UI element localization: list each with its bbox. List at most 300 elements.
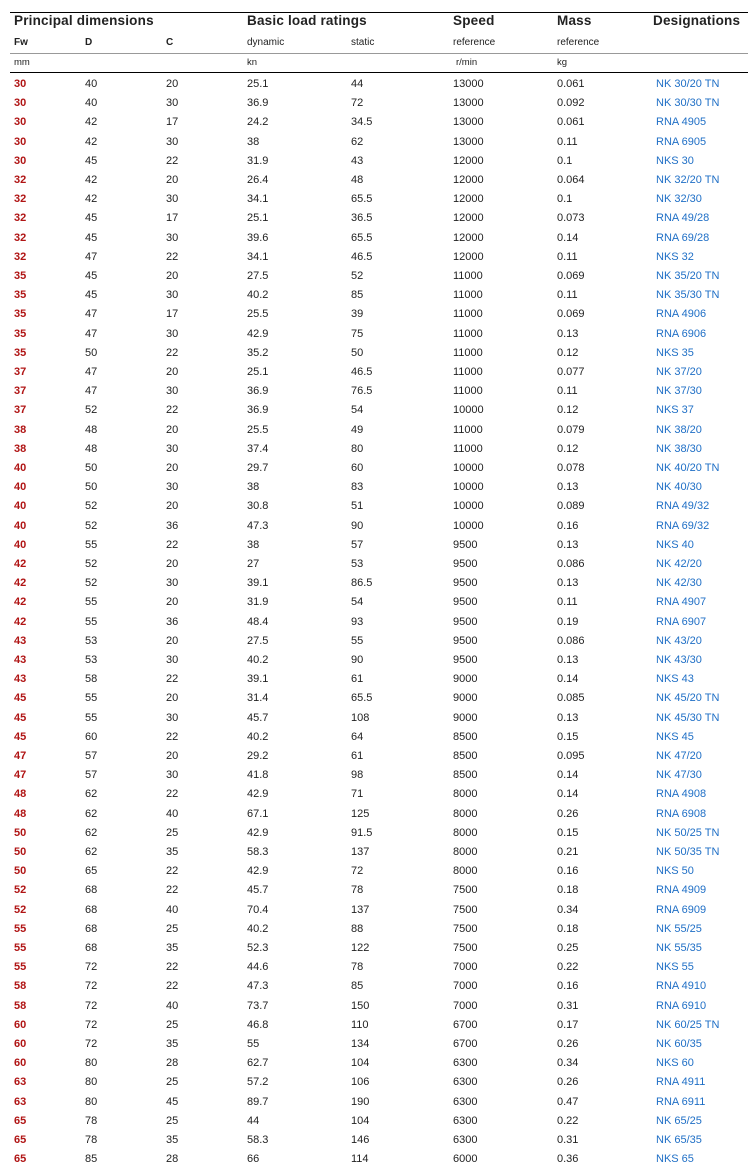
cell-static: 78: [351, 961, 364, 974]
cell-dynamic: 30.8: [247, 500, 269, 513]
cell-d: 42: [85, 193, 98, 206]
cell-designation[interactable]: NK 42/30: [656, 577, 702, 590]
cell-d: 55: [85, 692, 98, 705]
table-row: [0, 555, 749, 574]
cell-mass: 0.073: [557, 212, 585, 225]
cell-speed: 12000: [453, 154, 484, 167]
table-row: [0, 1093, 749, 1112]
cell-static: 39: [351, 308, 364, 321]
cell-fw: 35: [14, 308, 27, 321]
cell-fw: 42: [14, 577, 27, 590]
table-row: [0, 632, 749, 651]
table-row: [0, 209, 749, 228]
cell-c: 20: [166, 366, 179, 378]
cell-c: 30: [166, 385, 179, 398]
cell-designation[interactable]: NKS 40: [656, 538, 694, 551]
cell-fw: 55: [14, 961, 27, 974]
cell-fw: 58: [14, 999, 27, 1012]
cell-dynamic: 42.9: [247, 788, 269, 801]
table-row: [0, 593, 749, 612]
cell-c: 35: [166, 1038, 179, 1050]
cell-d: 80: [85, 1076, 98, 1089]
cell-d: 68: [85, 922, 98, 935]
cell-speed: 9500: [453, 654, 478, 666]
cell-designation[interactable]: NK 35/30 TN: [656, 289, 720, 302]
cell-mass: 0.26: [557, 1076, 579, 1089]
cell-c: 35: [166, 846, 179, 858]
cell-speed: 8000: [453, 788, 478, 801]
header-basic-load-ratings: Basic load ratings: [247, 13, 367, 28]
cell-c: 30: [166, 193, 179, 206]
cell-static: 137: [351, 846, 370, 858]
cell-designation[interactable]: NK 30/20 TN: [656, 78, 720, 90]
cell-dynamic: 29.7: [247, 462, 269, 474]
cell-designation[interactable]: NK 43/30: [656, 654, 702, 666]
cell-designation[interactable]: NK 40/20 TN: [656, 462, 720, 474]
cell-mass: 0.47: [557, 1095, 579, 1108]
cell-c: 22: [166, 730, 179, 743]
cell-mass: 0.14: [557, 673, 579, 686]
cell-fw: 52: [14, 884, 27, 897]
cell-c: 22: [166, 250, 179, 263]
cell-c: 40: [166, 999, 179, 1012]
cell-c: 22: [166, 865, 179, 878]
cell-c: 20: [166, 462, 179, 474]
cell-mass: 0.085: [557, 692, 585, 705]
cell-mass: 0.064: [557, 174, 585, 186]
cell-fw: 65: [14, 1114, 27, 1127]
cell-designation[interactable]: RNA 49/32: [656, 500, 710, 513]
cell-speed: 6300: [453, 1095, 478, 1108]
cell-designation[interactable]: NK 47/30: [656, 769, 702, 782]
cell-mass: 0.16: [557, 519, 579, 532]
cell-designation[interactable]: RNA 6911: [656, 1095, 706, 1108]
table-row: [0, 881, 749, 900]
cell-c: 30: [166, 481, 179, 494]
cell-designation[interactable]: NKS 45: [656, 730, 694, 743]
table-row: [0, 325, 749, 344]
cell-d: 68: [85, 903, 98, 916]
cell-static: 91.5: [351, 826, 373, 839]
cell-c: 30: [166, 442, 179, 455]
cell-designation[interactable]: NKS 60: [656, 1057, 694, 1070]
cell-dynamic: 25.5: [247, 423, 269, 436]
header-speed: Speed: [453, 13, 495, 28]
cell-designation[interactable]: NK 47/20: [656, 750, 702, 762]
cell-designation[interactable]: NK 37/30: [656, 385, 702, 398]
cell-speed: 11000: [453, 346, 483, 359]
cell-c: 22: [166, 154, 179, 167]
table-row: [0, 536, 749, 555]
cell-designation[interactable]: NK 43/20: [656, 634, 702, 647]
cell-d: 40: [85, 97, 98, 110]
cell-designation[interactable]: NKS 43: [656, 673, 694, 686]
cell-designation[interactable]: NK 50/25 TN: [656, 826, 720, 839]
cell-dynamic: 25.1: [247, 366, 269, 378]
table-row: [0, 75, 749, 94]
cell-fw: 40: [14, 500, 27, 513]
cell-d: 62: [85, 788, 98, 801]
cell-fw: 32: [14, 193, 27, 206]
cell-static: 83: [351, 481, 364, 494]
cell-dynamic: 25.1: [247, 78, 269, 90]
cell-static: 55: [351, 634, 364, 647]
cell-speed: 10000: [453, 462, 484, 474]
cell-fw: 43: [14, 673, 27, 686]
cell-static: 50: [351, 346, 364, 359]
cell-speed: 11000: [453, 442, 483, 455]
cell-static: 134: [351, 1038, 370, 1050]
cell-fw: 42: [14, 596, 27, 609]
cell-designation[interactable]: NK 30/30 TN: [656, 97, 720, 110]
cell-speed: 8000: [453, 807, 478, 820]
cell-speed: 6700: [453, 1018, 478, 1031]
cell-mass: 0.16: [557, 865, 579, 878]
cell-c: 45: [166, 1095, 179, 1108]
cell-static: 46.5: [351, 366, 373, 378]
cell-designation[interactable]: NKS 50: [656, 865, 694, 878]
table-row: [0, 286, 749, 305]
cell-c: 30: [166, 654, 179, 666]
cell-d: 62: [85, 846, 98, 858]
cell-d: 80: [85, 1057, 98, 1070]
cell-designation[interactable]: NK 42/20: [656, 558, 702, 570]
cell-fw: 35: [14, 346, 27, 359]
cell-designation[interactable]: NK 38/20: [656, 423, 702, 436]
cell-dynamic: 73.7: [247, 999, 269, 1012]
cell-designation[interactable]: NKS 65: [656, 1153, 694, 1166]
cell-c: 17: [166, 308, 179, 321]
cell-dynamic: 40.2: [247, 654, 269, 666]
cell-mass: 0.16: [557, 980, 579, 993]
cell-mass: 0.13: [557, 577, 579, 590]
cell-c: 30: [166, 97, 179, 110]
cell-designation[interactable]: RNA 4906: [656, 308, 707, 321]
cell-mass: 0.14: [557, 231, 579, 244]
cell-speed: 9000: [453, 692, 478, 705]
cell-static: 93: [351, 615, 364, 628]
table-row: [0, 133, 749, 152]
table-row: [0, 670, 749, 689]
cell-fw: 55: [14, 942, 27, 954]
cell-designation[interactable]: NK 45/20 TN: [656, 692, 720, 705]
header-mass: Mass: [557, 13, 592, 28]
cell-designation[interactable]: NK 40/30: [656, 481, 702, 494]
cell-static: 85: [351, 980, 364, 993]
cell-fw: 32: [14, 231, 27, 244]
cell-dynamic: 31.9: [247, 596, 269, 609]
cell-dynamic: 34.1: [247, 250, 269, 263]
header-static: static: [351, 37, 375, 48]
cell-fw: 48: [14, 788, 27, 801]
table-row: [0, 728, 749, 747]
cell-designation[interactable]: RNA 6906: [656, 327, 707, 340]
cell-mass: 0.31: [557, 999, 579, 1012]
cell-designation[interactable]: RNA 4907: [656, 596, 707, 609]
cell-mass: 0.12: [557, 442, 579, 455]
cell-designation[interactable]: NK 55/35: [656, 942, 702, 954]
cell-c: 22: [166, 538, 179, 551]
table-row: [0, 248, 749, 267]
cell-d: 45: [85, 212, 98, 225]
cell-static: 190: [351, 1095, 370, 1108]
cell-mass: 0.11: [557, 289, 578, 302]
cell-speed: 9000: [453, 711, 478, 724]
cell-speed: 9500: [453, 558, 478, 570]
cell-speed: 7500: [453, 942, 478, 954]
cell-speed: 13000: [453, 97, 484, 110]
table-row: [0, 689, 749, 708]
cell-mass: 0.061: [557, 78, 585, 90]
cell-mass: 0.13: [557, 654, 579, 666]
table-row: [0, 1016, 749, 1035]
cell-c: 22: [166, 346, 179, 359]
cell-mass: 0.14: [557, 769, 579, 782]
cell-static: 72: [351, 865, 364, 878]
cell-designation[interactable]: NKS 30: [656, 154, 694, 167]
cell-static: 53: [351, 558, 364, 570]
cell-d: 65: [85, 865, 98, 878]
cell-d: 47: [85, 385, 98, 398]
cell-designation[interactable]: RNA 69/32: [656, 519, 710, 532]
cell-static: 110: [351, 1018, 369, 1031]
cell-designation[interactable]: NK 32/20 TN: [656, 174, 720, 186]
cell-dynamic: 52.3: [247, 942, 269, 954]
cell-speed: 13000: [453, 116, 484, 129]
cell-mass: 0.13: [557, 711, 579, 724]
cell-d: 42: [85, 116, 98, 129]
table-row: [0, 382, 749, 401]
cell-d: 68: [85, 942, 98, 954]
cell-designation[interactable]: NK 65/35: [656, 1134, 702, 1146]
cell-fw: 50: [14, 865, 27, 878]
cell-speed: 12000: [453, 250, 484, 263]
cell-designation[interactable]: RNA 4911: [656, 1076, 706, 1089]
table-row: [0, 1035, 749, 1054]
cell-designation[interactable]: RNA 6908: [656, 807, 707, 820]
cell-c: 30: [166, 289, 179, 302]
cell-mass: 0.26: [557, 807, 579, 820]
cell-c: 20: [166, 634, 179, 647]
cell-static: 49: [351, 423, 364, 436]
cell-static: 65.5: [351, 231, 373, 244]
cell-c: 25: [166, 922, 179, 935]
cell-designation[interactable]: RNA 4909: [656, 884, 707, 897]
table-row: [0, 229, 749, 248]
cell-designation[interactable]: NK 32/30: [656, 193, 702, 206]
cell-designation[interactable]: NK 35/20 TN: [656, 270, 720, 282]
cell-dynamic: 55: [247, 1038, 260, 1050]
cell-mass: 0.19: [557, 615, 579, 628]
table-row: [0, 977, 749, 996]
cell-static: 85: [351, 289, 364, 302]
cell-dynamic: 24.2: [247, 116, 269, 129]
cell-designation[interactable]: RNA 49/28: [656, 212, 710, 225]
cell-static: 44: [351, 78, 364, 90]
cell-speed: 12000: [453, 231, 484, 244]
cell-designation[interactable]: RNA 6910: [656, 999, 707, 1012]
cell-static: 78: [351, 884, 364, 897]
cell-d: 72: [85, 1038, 98, 1050]
cell-d: 47: [85, 327, 98, 340]
cell-fw: 40: [14, 481, 27, 494]
cell-static: 60: [351, 462, 364, 474]
table-row: [0, 1073, 749, 1092]
cell-static: 65.5: [351, 193, 373, 206]
cell-designation[interactable]: RNA 6905: [656, 135, 707, 148]
cell-c: 22: [166, 404, 179, 417]
cell-d: 52: [85, 500, 98, 513]
cell-speed: 12000: [453, 174, 484, 186]
cell-designation[interactable]: NK 37/20: [656, 366, 702, 378]
cell-mass: 0.095: [557, 750, 585, 762]
cell-fw: 32: [14, 174, 27, 186]
cell-mass: 0.086: [557, 558, 585, 570]
cell-fw: 60: [14, 1038, 27, 1050]
cell-speed: 9500: [453, 577, 478, 590]
cell-c: 30: [166, 135, 179, 148]
cell-c: 22: [166, 788, 179, 801]
table-row: [0, 190, 749, 209]
cell-c: 22: [166, 884, 179, 897]
cell-speed: 11000: [453, 385, 483, 398]
cell-designation[interactable]: NK 50/35 TN: [656, 846, 720, 858]
cell-d: 62: [85, 826, 98, 839]
cell-dynamic: 42.9: [247, 826, 269, 839]
cell-designation[interactable]: RNA 4910: [656, 980, 707, 993]
table-row: [0, 958, 749, 977]
cell-designation[interactable]: RNA 69/28: [656, 231, 710, 244]
cell-dynamic: 27: [247, 558, 260, 570]
cell-dynamic: 34.1: [247, 193, 269, 206]
cell-designation[interactable]: NK 45/30 TN: [656, 711, 720, 724]
cell-c: 36: [166, 615, 179, 628]
cell-designation[interactable]: NK 38/30: [656, 442, 702, 455]
cell-dynamic: 45.7: [247, 884, 269, 897]
table-row: [0, 997, 749, 1016]
cell-d: 72: [85, 999, 98, 1012]
cell-designation[interactable]: NK 60/25 TN: [656, 1018, 720, 1031]
cell-d: 47: [85, 366, 98, 378]
cell-dynamic: 36.9: [247, 385, 269, 398]
cell-designation[interactable]: NKS 32: [656, 250, 694, 263]
cell-d: 47: [85, 250, 98, 263]
table-row: [0, 785, 749, 804]
cell-dynamic: 37.4: [247, 442, 269, 455]
cell-d: 42: [85, 174, 98, 186]
cell-static: 125: [351, 807, 370, 820]
cell-dynamic: 39.6: [247, 231, 269, 244]
cell-fw: 38: [14, 423, 27, 436]
cell-speed: 10000: [453, 500, 484, 513]
cell-fw: 60: [14, 1018, 27, 1031]
table-row: [0, 305, 749, 324]
cell-c: 36: [166, 519, 179, 532]
cell-static: 146: [351, 1134, 370, 1146]
cell-speed: 11000: [453, 270, 483, 282]
cell-static: 108: [351, 711, 370, 724]
cell-speed: 8500: [453, 769, 478, 782]
cell-designation[interactable]: RNA 6907: [656, 615, 707, 628]
cell-designation[interactable]: NKS 35: [656, 346, 694, 359]
cell-fw: 30: [14, 116, 27, 129]
cell-d: 45: [85, 154, 98, 167]
cell-c: 17: [166, 116, 179, 129]
cell-speed: 9000: [453, 673, 478, 686]
cell-fw: 48: [14, 807, 27, 820]
cell-mass: 0.069: [557, 270, 585, 282]
cell-dynamic: 39.1: [247, 673, 269, 686]
cell-fw: 43: [14, 634, 27, 647]
cell-designation[interactable]: NK 55/25: [656, 922, 702, 935]
cell-dynamic: 62.7: [247, 1057, 269, 1070]
cell-speed: 10000: [453, 404, 484, 417]
cell-mass: 0.36: [557, 1153, 579, 1166]
cell-fw: 42: [14, 615, 27, 628]
cell-c: 25: [166, 1018, 179, 1031]
unit-mm: mm: [14, 57, 30, 68]
cell-fw: 40: [14, 538, 27, 551]
table-row: [0, 401, 749, 420]
cell-speed: 6300: [453, 1057, 478, 1070]
table-row: [0, 747, 749, 766]
table-row: [0, 574, 749, 593]
table-row: [0, 651, 749, 670]
cell-designation[interactable]: NKS 55: [656, 961, 694, 974]
cell-c: 22: [166, 961, 179, 974]
cell-speed: 8500: [453, 750, 478, 762]
cell-dynamic: 38: [247, 481, 260, 494]
cell-dynamic: 45.7: [247, 711, 269, 724]
table-row: [0, 267, 749, 286]
cell-mass: 0.31: [557, 1134, 579, 1146]
cell-designation[interactable]: NK 60/35: [656, 1038, 702, 1050]
cell-designation[interactable]: RNA 6909: [656, 903, 707, 916]
cell-d: 50: [85, 481, 98, 494]
header-fw: Fw: [14, 37, 28, 48]
cell-static: 72: [351, 97, 364, 110]
cell-d: 52: [85, 519, 98, 532]
cell-dynamic: 25.1: [247, 212, 269, 225]
cell-d: 52: [85, 577, 98, 590]
cell-c: 25: [166, 1114, 179, 1127]
cell-mass: 0.13: [557, 481, 579, 494]
cell-dynamic: 31.4: [247, 692, 269, 705]
cell-speed: 9500: [453, 538, 478, 551]
table-row: [0, 1054, 749, 1073]
cell-fw: 65: [14, 1153, 27, 1166]
cell-fw: 52: [14, 903, 27, 916]
cell-dynamic: 25.5: [247, 308, 269, 321]
cell-dynamic: 47.3: [247, 519, 269, 532]
cell-designation[interactable]: NKS 37: [656, 404, 694, 417]
cell-fw: 35: [14, 289, 27, 302]
header-mass-reference: reference: [557, 37, 600, 48]
cell-speed: 6300: [453, 1114, 478, 1127]
cell-static: 34.5: [351, 116, 373, 129]
cell-designation[interactable]: NK 65/25: [656, 1114, 702, 1127]
cell-c: 20: [166, 78, 179, 90]
cell-designation[interactable]: RNA 4905: [656, 116, 707, 129]
cell-mass: 0.078: [557, 462, 585, 474]
cell-c: 17: [166, 212, 179, 225]
cell-designation[interactable]: RNA 4908: [656, 788, 707, 801]
cell-d: 52: [85, 558, 98, 570]
cell-static: 57: [351, 538, 364, 551]
cell-fw: 40: [14, 519, 27, 532]
cell-fw: 30: [14, 97, 27, 110]
cell-dynamic: 38: [247, 538, 260, 551]
